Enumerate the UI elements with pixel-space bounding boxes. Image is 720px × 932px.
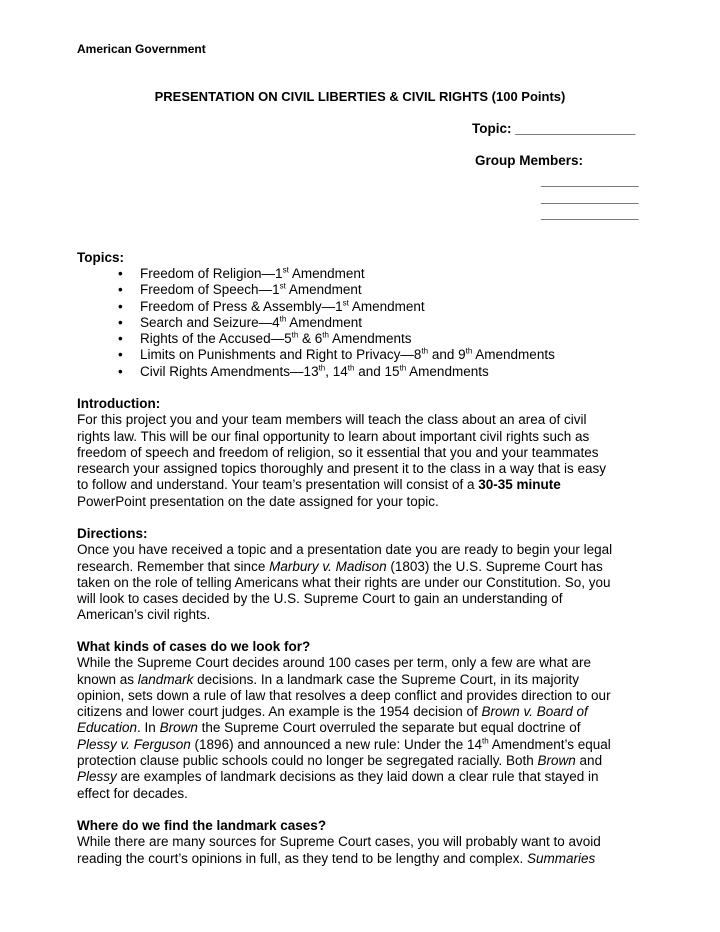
list-item xyxy=(118,266,555,282)
text-line: taken on the role of telling Americans what their rights are under our Constitution. So, you xyxy=(77,574,611,590)
text-run: decisions. In a landmark case the Supreme Court, in its majority xyxy=(193,671,579,687)
item-text: Search and Seizure—4 xyxy=(140,314,280,330)
list-item xyxy=(118,331,555,347)
list-item xyxy=(118,282,555,298)
text-line: Once you have received a topic and a presentation date you are ready to begin your legal xyxy=(77,542,613,558)
item-text: Amendments xyxy=(406,363,489,379)
duration-bold: 30-35 minute xyxy=(478,477,561,493)
topics-heading: Topics: xyxy=(77,250,124,265)
superscript: th xyxy=(482,736,489,746)
list-item xyxy=(118,299,555,315)
text-run: the Supreme Court overruled the separate but equal doctrine of xyxy=(197,720,581,736)
text-line xyxy=(77,851,657,867)
superscript: th xyxy=(322,330,329,340)
superscript: st xyxy=(279,281,286,291)
kinds-section xyxy=(77,639,657,802)
text-run: (1896) and announced a new rule: Under the 14 xyxy=(190,736,483,752)
item-text: and 9 xyxy=(428,347,466,363)
text-line: opinion, sets down a rule of law that resolves a deep conflict and provides direction to our xyxy=(77,687,611,703)
text-run: reading the court’s opinions in full, as they tend to be lengthy and complex. xyxy=(77,850,528,866)
where-paragraph xyxy=(77,834,657,867)
group-members-label: Group Members: xyxy=(475,153,584,168)
text-line: While the Supreme Court decides around 100 cases per term, only a few are what are xyxy=(77,655,592,671)
text-run: protection clause public schools could no longer be segregated racially. Both xyxy=(77,753,538,769)
topic-label: Topic: xyxy=(472,121,512,136)
text-line xyxy=(77,559,657,575)
text-line: effect for decades. xyxy=(77,785,188,801)
superscript: th xyxy=(399,363,407,373)
item-text: and 15 xyxy=(354,363,400,379)
text-line: will look to cases decided by the U.S. Supreme Court to gain an understanding of xyxy=(77,591,563,607)
topic-field xyxy=(472,121,635,136)
list-item xyxy=(118,315,555,331)
item-text: , 14 xyxy=(325,363,348,379)
list-item xyxy=(118,364,555,380)
text-line xyxy=(77,672,657,688)
case-name: Plessy xyxy=(77,769,117,785)
where-heading: Where do we find the landmark cases? xyxy=(77,818,327,833)
bullet-icon: • xyxy=(118,347,123,363)
where-section xyxy=(77,818,657,867)
introduction-section xyxy=(77,396,657,510)
text-run: Amendment’s equal xyxy=(488,736,611,752)
item-text: Amendments xyxy=(328,331,412,347)
text-line xyxy=(77,704,657,720)
item-text: Amendment xyxy=(286,314,363,330)
text-run: citizens and lower court judges. An example is the 1954 decision of xyxy=(77,704,482,720)
text-run: . In xyxy=(137,720,160,736)
text-line: American’s civil rights. xyxy=(77,607,211,623)
directions-heading: Directions: xyxy=(77,526,148,541)
directions-section xyxy=(77,526,657,624)
text-line: research your assigned topics thoroughly and present it to the class in a way that is easy xyxy=(77,461,607,477)
item-text: Amendment xyxy=(288,266,365,281)
bullet-icon: • xyxy=(118,314,123,330)
superscript: st xyxy=(282,265,289,275)
superscript: th xyxy=(291,330,299,340)
bullet-icon: • xyxy=(118,282,123,298)
superscript: th xyxy=(421,346,429,356)
text-line: PowerPoint presentation on the date assigned for your topic. xyxy=(77,493,439,509)
member-blank: _____________ xyxy=(541,173,639,188)
text-run: and xyxy=(575,753,603,769)
directions-paragraph xyxy=(77,542,657,623)
item-text: Freedom of Speech—1 xyxy=(140,282,280,298)
text-line: freedom of speech and freedom of religion, so it essential that you and your teammates xyxy=(77,444,599,460)
item-text: & 6 xyxy=(298,331,323,347)
kinds-heading: What kinds of cases do we look for? xyxy=(77,639,311,654)
text-line: For this project you and your team members will teach the class about an area of civil xyxy=(77,412,587,428)
case-name: Marbury v. Madison xyxy=(269,558,387,574)
text-line xyxy=(77,737,657,753)
kinds-paragraph xyxy=(77,655,657,802)
text-run: research. Remember that since xyxy=(77,558,270,574)
superscript: th xyxy=(279,314,287,324)
case-name: Brown xyxy=(537,753,576,769)
text-run: (1803) the U.S. Supreme Court has xyxy=(386,558,603,574)
text-line: rights law. This will be our final opportunity to learn about important civil rights such as xyxy=(77,428,590,444)
item-text: Amendments xyxy=(472,347,555,363)
item-text: Civil Rights Amendments—13 xyxy=(140,363,319,379)
introduction-heading: Introduction: xyxy=(77,396,161,411)
text-line xyxy=(77,769,657,785)
item-text: Freedom of Press & Assembly—1 xyxy=(140,298,343,314)
superscript: st xyxy=(342,298,349,308)
list-item xyxy=(118,347,555,363)
bullet-icon: • xyxy=(118,298,123,314)
item-text: Amendment xyxy=(348,298,425,314)
course-name: American Government xyxy=(77,42,206,56)
item-text: Amendment xyxy=(285,282,362,298)
bullet-icon: • xyxy=(118,266,123,281)
bullet-icon: • xyxy=(118,363,123,379)
introduction-paragraph xyxy=(77,412,657,510)
text-run: are examples of landmark decisions as they laid down a clear rule that stayed in xyxy=(116,769,599,785)
superscript: th xyxy=(318,363,326,373)
text-line: While there are many sources for Supreme Court cases, you will probably want to avoid xyxy=(77,834,601,850)
superscript: th xyxy=(347,363,355,373)
case-name: Brown v. Board of xyxy=(481,704,588,720)
topic-blank: ________________ xyxy=(515,121,636,136)
topics-list xyxy=(118,266,555,380)
italic-term: Summaries xyxy=(527,850,596,866)
text-line xyxy=(77,753,657,769)
text-run: known as xyxy=(77,671,138,687)
text-line xyxy=(77,477,657,493)
case-name: Plessy v. Ferguson xyxy=(77,736,191,752)
member-blank: _____________ xyxy=(541,206,639,221)
text-line xyxy=(77,720,657,736)
case-name: Education xyxy=(77,720,138,736)
document-title: PRESENTATION ON CIVIL LIBERTIES & CIVIL RIGHTS (100 Points) xyxy=(154,89,566,104)
text-run: to follow and understand. Your team’s presentation will consist of a xyxy=(77,477,479,493)
superscript: th xyxy=(465,346,473,356)
bullet-icon: • xyxy=(118,331,123,347)
item-text: Rights of the Accused—5 xyxy=(140,331,292,347)
case-name: Brown xyxy=(159,720,198,736)
member-blank: _____________ xyxy=(541,190,639,205)
item-text: Freedom of Religion—1 xyxy=(140,266,283,281)
italic-term: landmark xyxy=(137,671,194,687)
item-text: Limits on Punishments and Right to Privacy—8 xyxy=(140,347,422,363)
